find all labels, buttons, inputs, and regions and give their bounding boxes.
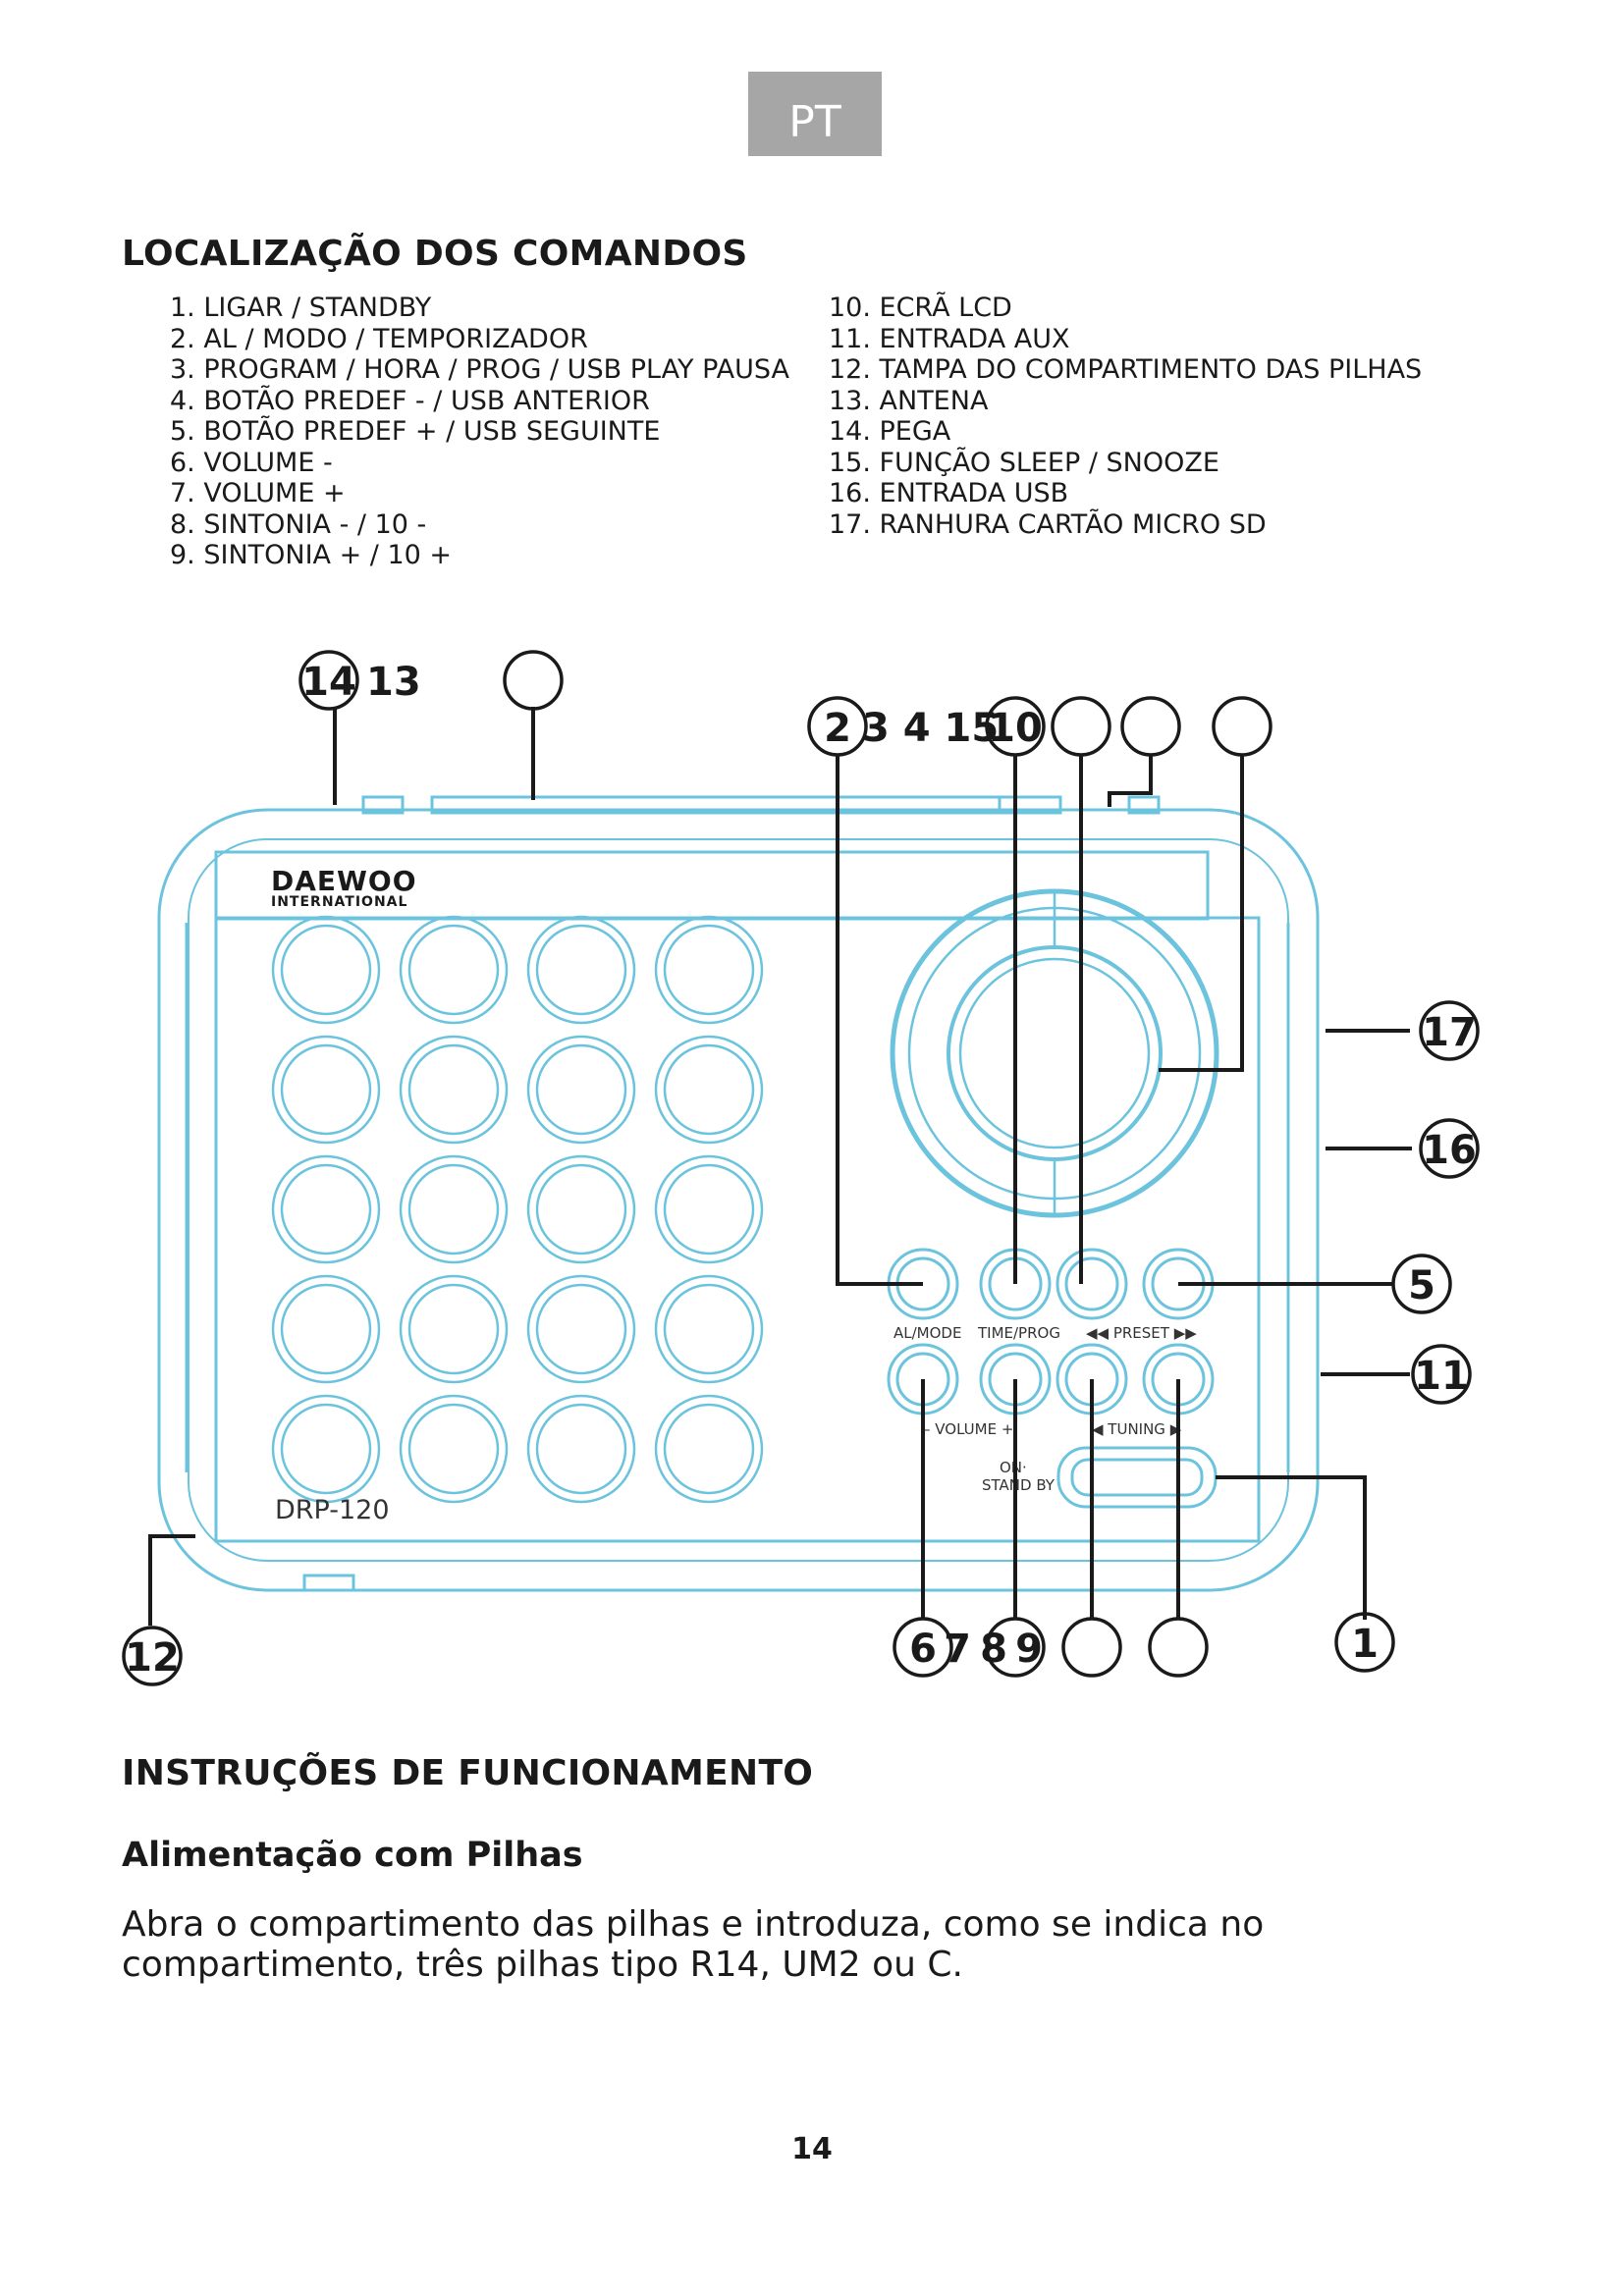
- time-prog-label: TIME/PROG: [978, 1324, 1060, 1342]
- callout-10: 10: [988, 706, 1043, 751]
- brand-logo-sub: INTERNATIONAL: [271, 894, 408, 910]
- battery-paragraph: Abra o compartimento das pilhas e introduza, como se indica no compartimento, três pilhas tipo R14, UM2 ou C.: [122, 1904, 1265, 1985]
- callout-9: 9: [1015, 1627, 1043, 1672]
- callout-2: 2: [824, 706, 851, 751]
- callout-1: 1: [1351, 1622, 1379, 1667]
- lcd-display: [893, 891, 1217, 1215]
- control-item-6: 6. VOLUME -: [170, 447, 333, 478]
- callout-8: 8: [980, 1627, 1007, 1672]
- control-item-1: 1. LIGAR / STANDBY: [170, 293, 432, 323]
- standby-label-2: STAND BY: [982, 1476, 1055, 1494]
- callout-7: 7: [944, 1627, 971, 1672]
- tuning-label: ◀ TUNING ▶: [1092, 1420, 1182, 1438]
- control-item-14: 14. PEGA: [829, 416, 951, 447]
- language-tab: PT: [748, 72, 882, 156]
- preset-label: ◀◀ PRESET ▶▶: [1086, 1324, 1197, 1342]
- subsection-title-battery: Alimentação com Pilhas: [122, 1836, 583, 1875]
- buttons-row-bottom: [889, 1345, 1213, 1414]
- standby-switch: [1058, 1448, 1216, 1507]
- standby-label-1: ON·: [1000, 1459, 1027, 1476]
- control-item-9: 9. SINTONIA + / 10 +: [170, 540, 453, 570]
- control-item-11: 11. ENTRADA AUX: [829, 323, 1070, 354]
- control-item-5: 5. BOTÃO PREDEF + / USB SEGUINTE: [170, 416, 661, 447]
- control-item-10: 10. ECRÃ LCD: [829, 293, 1012, 323]
- callout-5: 5: [1408, 1263, 1435, 1308]
- speaker-grille: [273, 917, 762, 1502]
- model-label: DRP-120: [275, 1495, 390, 1525]
- control-item-3: 3. PROGRAM / HORA / PROG / USB PLAY PAUSA: [170, 354, 789, 385]
- volume-label: – VOLUME +: [923, 1420, 1014, 1438]
- control-item-7: 7. VOLUME +: [170, 478, 346, 508]
- buttons-row-top: [889, 1250, 1213, 1318]
- control-item-16: 16. ENTRADA USB: [829, 478, 1069, 508]
- section-title-instructions: INSTRUÇÕES DE FUNCIONAMENTO: [122, 1753, 814, 1793]
- page-number: 14: [791, 2132, 833, 2166]
- control-item-12: 12. TAMPA DO COMPARTIMENTO DAS PILHAS: [829, 354, 1423, 385]
- callout-13: 13: [366, 660, 421, 705]
- control-item-17: 17. RANHURA CARTÃO MICRO SD: [829, 508, 1267, 540]
- callout-6: 6: [909, 1627, 937, 1672]
- callout-3-4-15: 3 4 15: [862, 706, 1000, 751]
- control-item-13: 13. ANTENA: [829, 385, 989, 416]
- al-mode-label: AL/MODE: [893, 1324, 962, 1342]
- callout-12: 12: [125, 1635, 180, 1681]
- callout-17: 17: [1422, 1010, 1477, 1055]
- control-item-4: 4. BOTÃO PREDEF - / USB ANTERIOR: [170, 385, 650, 416]
- control-item-2: 2. AL / MODO / TEMPORIZADOR: [170, 323, 588, 354]
- section-title-controls: LOCALIZAÇÃO DOS COMANDOS: [122, 234, 748, 274]
- callout-14: 14: [301, 660, 356, 705]
- callout-16: 16: [1422, 1128, 1477, 1173]
- control-item-8: 8. SINTONIA - / 10 -: [170, 508, 427, 540]
- callout-11: 11: [1414, 1354, 1469, 1399]
- control-item-15: 15. FUNÇÃO SLEEP / SNOOZE: [829, 447, 1219, 478]
- brand-logo: DAEWOO: [271, 865, 417, 897]
- callout-circles: [124, 652, 1478, 1684]
